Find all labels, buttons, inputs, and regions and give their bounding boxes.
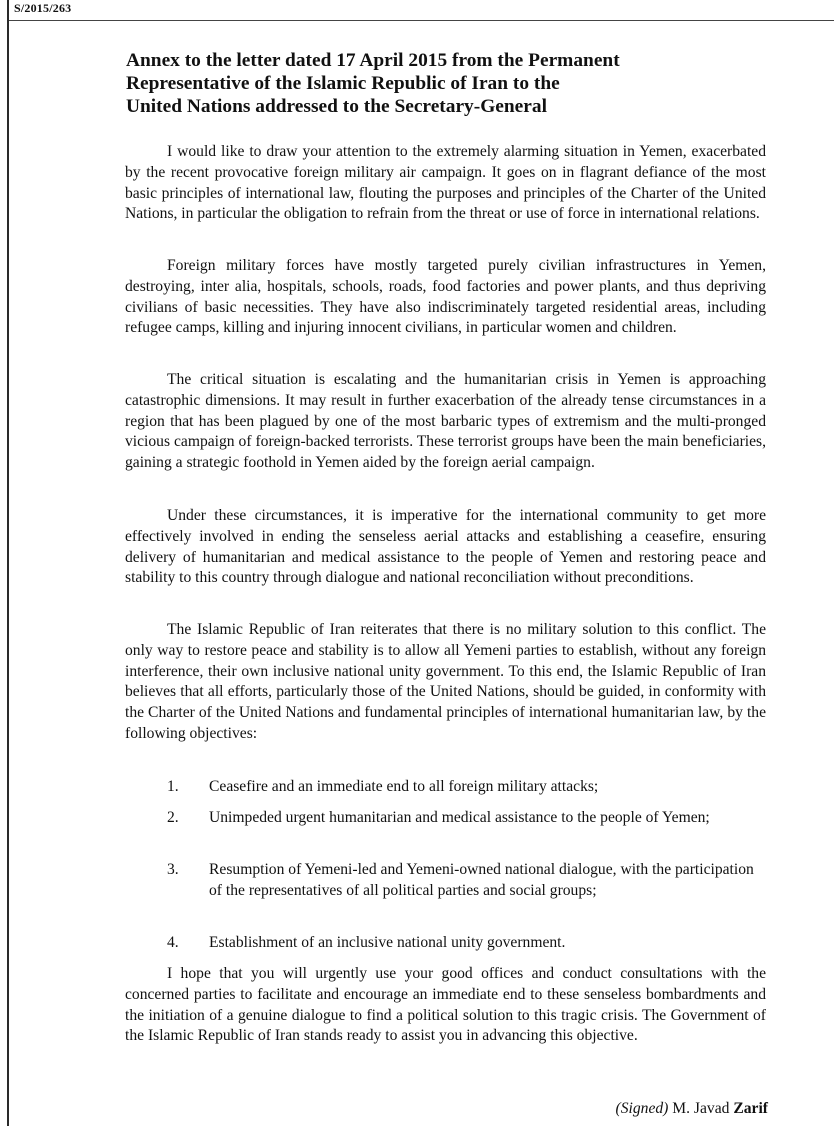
document-symbol: S/2015/263 — [14, 1, 72, 15]
signed-label: (Signed) — [615, 1100, 669, 1117]
objective-number: 3. — [167, 861, 179, 878]
signature-line — [616, 1099, 768, 1119]
objective-text: Establishment of an inclusive national unity government. — [209, 934, 566, 951]
paragraph-1: I would like to draw your attention to the extremely alarming situation in Yemen, exacerbated by the recent provocative foreign military air campaign. It goes on in flagrant defiance of the most basic principles of international law, flouting the purposes and principles of the Charter of the United Nations, in particular the obligation to refrain from the threat or use of force in international relations. — [125, 143, 766, 223]
title-line-1: Annex to the letter dated 17 April 2015 from the Permanent — [126, 50, 620, 71]
paragraph-2: Foreign military forces have mostly targeted purely civilian infrastructures in Yemen, destroying, inter alia, hospitals, schools, roads, food factories and power plants, and thus depriving civilians of basic necessities. They have also indiscriminately targeted residential areas, including refugee camps, killing and injuring innocent civilians, in particular women and children. — [125, 257, 766, 337]
objective-item-1 — [125, 777, 766, 798]
header-rule — [9, 20, 834, 21]
title-line-2: Representative of the Islamic Republic of Iran to the — [126, 73, 560, 94]
objective-number: 2. — [167, 809, 179, 826]
objective-text: Resumption of Yemeni-led and Yemeni-owned national dialogue, with the participation of the representatives of all political parties and social groups; — [209, 861, 754, 899]
objective-item-4 — [125, 933, 766, 954]
objective-text: Unimpeded urgent humanitarian and medical assistance to the people of Yemen; — [209, 809, 710, 826]
paragraph-3: The critical situation is escalating and the humanitarian crisis in Yemen is approaching catastrophic dimensions. It may result in further exacerbation of the already tense circumstances in a region that has been plagued by one of the most barbaric types of extremism and the multi-pronged vicious campaign of foreign-backed terrorists. These terrorist groups have been the main beneficiaries, gaining a strategic foothold in Yemen aided by the foreign aerial campaign. — [125, 371, 766, 472]
signatory-first-name: M. Javad — [672, 1100, 730, 1117]
paragraph-5: The Islamic Republic of Iran reiterates that there is no military solution to this conflict. The only way to restore peace and stability is to allow all Yemeni parties to establish, without any foreign interference, their own inclusive national unity government. To this end, the Islamic Republic of Iran believes that all efforts, particularly those of the United Nations, should be guided, in conformity with the Charter of the United Nations and fundamental principles of international humanitarian law, by the following objectives: — [125, 621, 766, 742]
left-margin-rule — [7, 0, 9, 1126]
objective-number: 4. — [167, 934, 179, 951]
objective-item-3 — [125, 860, 766, 902]
objective-number: 1. — [167, 778, 179, 795]
annex-title — [126, 49, 746, 118]
paragraph-6: I hope that you will urgently use your good offices and conduct consultations with the concerned parties to facilitate and encourage an immediate end to these senseless bombardments and the initiation of a genuine dialogue to find a political solution to this tragic crisis. The Government of the Islamic Republic of Iran stands ready to assist you in advancing this objective. — [125, 965, 766, 1045]
signatory-surname: Zarif — [733, 1100, 768, 1117]
paragraph-4: Under these circumstances, it is imperative for the international community to get more effectively involved in ending the senseless aerial attacks and establishing a ceasefire, ensuring delivery of humanitarian and medical assistance to the people of Yemen and restoring peace and stability to this country through dialogue and national reconciliation without preconditions. — [125, 507, 766, 587]
objective-text: Ceasefire and an immediate end to all foreign military attacks; — [209, 778, 599, 795]
title-line-3: United Nations addressed to the Secretary-General — [126, 96, 547, 117]
objective-item-2 — [125, 808, 766, 829]
